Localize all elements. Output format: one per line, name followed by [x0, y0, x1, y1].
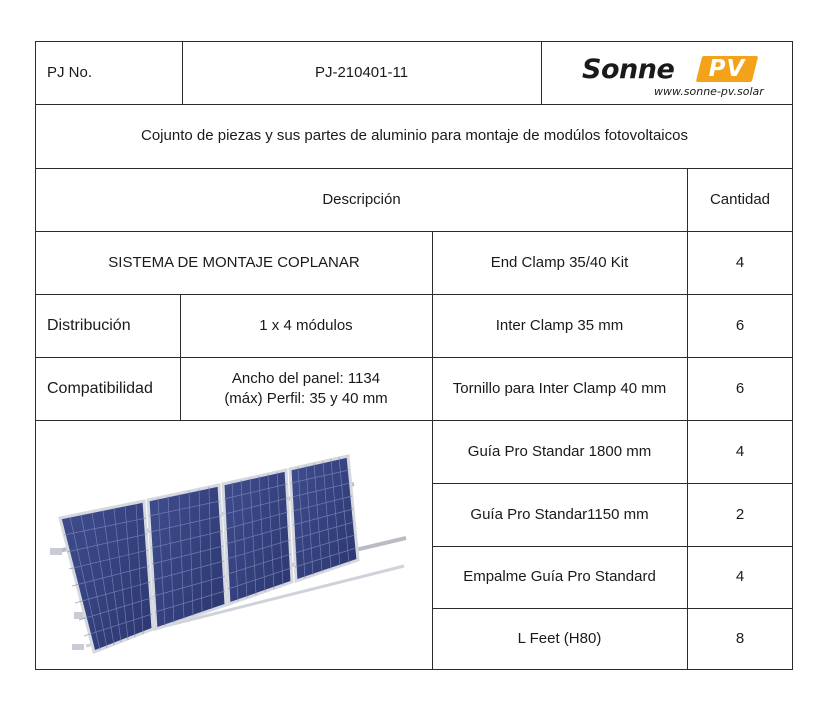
item-qty: 6 [735, 379, 745, 397]
item-qty: 6 [735, 316, 745, 334]
item-qty: 8 [735, 630, 745, 647]
quantity-header: Cantidad [709, 190, 771, 208]
item-name: L Feet (H80) [517, 630, 602, 647]
compatibility-value [180, 357, 432, 420]
pj-label: PJ No. [47, 64, 93, 81]
compatibility-line-1: Ancho del panel: 1134 [231, 369, 381, 387]
item-name: Tornillo para Inter Clamp 40 mm [452, 379, 667, 397]
logo-pv-badge: PV [696, 56, 758, 82]
compatibility-label: Compatibilidad [47, 379, 153, 397]
logo-wordmark: Sonne [582, 54, 675, 85]
compatibility-line-2: (máx) Perfil: 35 y 40 mm [224, 389, 388, 407]
logo-url: www.sonne-pv.solar [654, 85, 764, 98]
panel-2 [148, 485, 226, 629]
item-name: Inter Clamp 35 mm [495, 316, 624, 334]
item-name: Empalme Guía Pro Standard [463, 568, 656, 585]
panel-1 [60, 501, 153, 652]
solar-array-image [36, 420, 432, 670]
item-qty: 4 [735, 442, 745, 460]
panel-3 [223, 470, 292, 604]
item-qty: 4 [735, 568, 745, 585]
distribution-value: 1 x 4 módulos [259, 316, 353, 334]
l-foot-icon [50, 548, 62, 555]
item-qty: 4 [735, 253, 745, 271]
system-name: SISTEMA DE MONTAJE COPLANAR [108, 253, 360, 271]
pj-number: PJ-210401-11 [314, 64, 409, 81]
solar-array-drawing [36, 420, 432, 670]
item-name: End Clamp 35/40 Kit [490, 253, 629, 271]
item-qty: 2 [735, 505, 745, 523]
sonne-pv-logo [542, 42, 793, 104]
item-name: Guía Pro Standar 1800 mm [467, 442, 652, 460]
parts-list-sheet [35, 41, 793, 670]
l-foot-icon [72, 644, 84, 650]
item-name: Guía Pro Standar1150 mm [470, 505, 649, 523]
distribution-label: Distribución [47, 316, 131, 334]
document-title: Cojunto de piezas y sus partes de aluminio para montaje de modúlos fotovoltaicos [141, 127, 688, 144]
description-header: Descripción [322, 190, 401, 208]
